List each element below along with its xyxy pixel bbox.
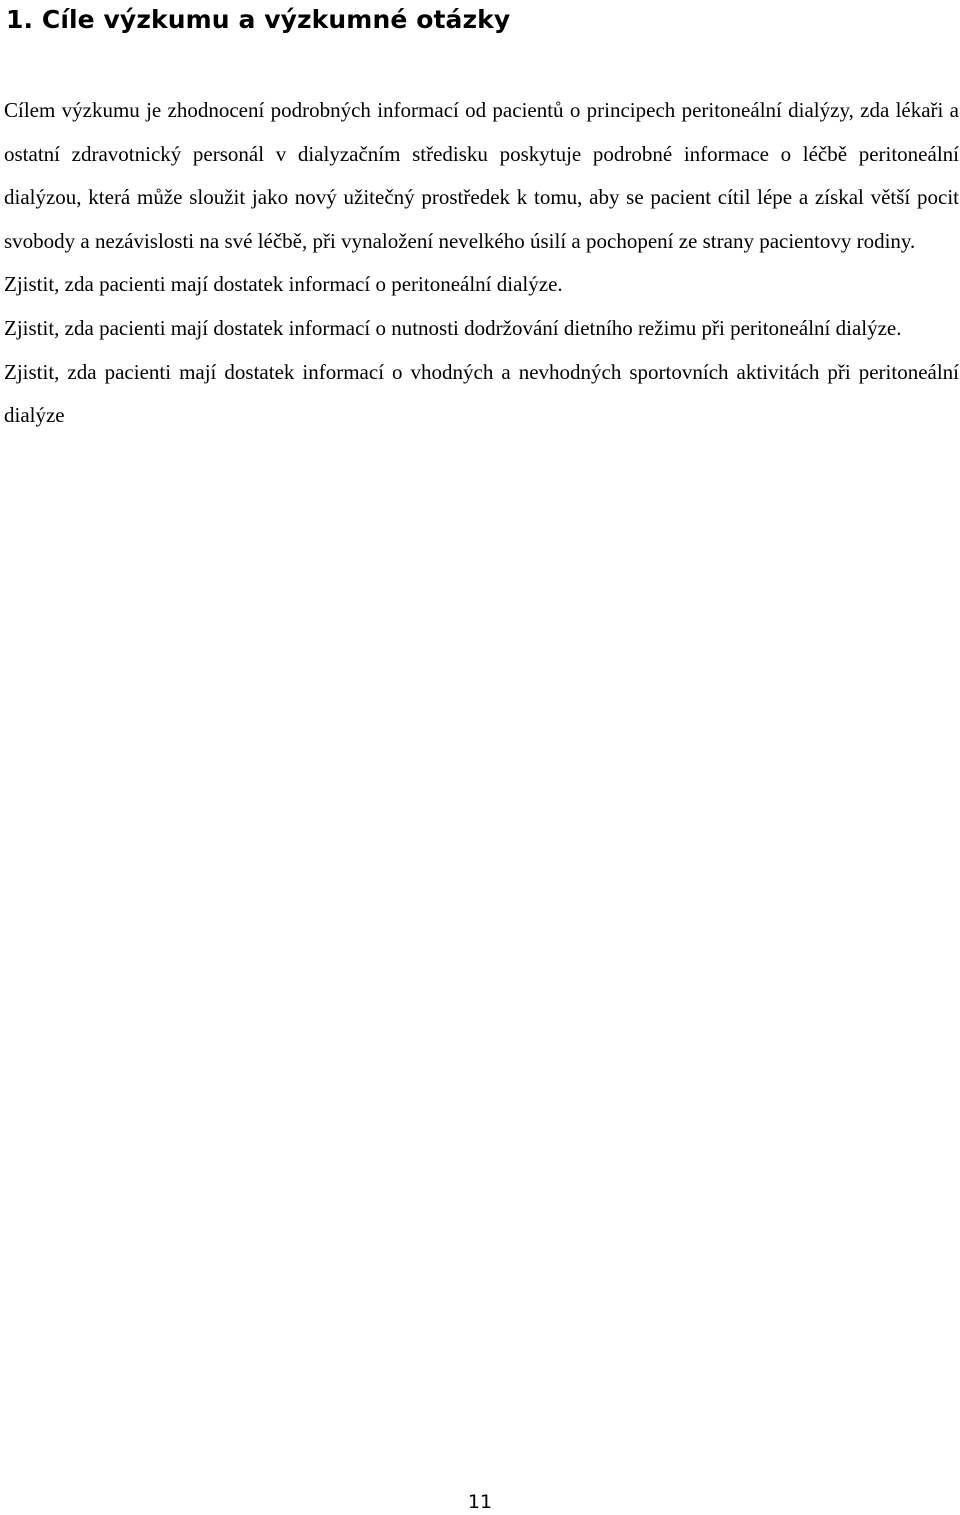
paragraph-research-goal: Cílem výzkumu je zhodnocení podrobných informací od pacientů o principech peritoneální dialýzy, zda lékaři a ostatní zdravotnický personál v dialyzačním středisku poskytuje podrobné informace o léčbě peritoneální dialýzou, která může sloužit jako nový užitečný prostředek k tomu, aby se pacient cítil lépe a získal větší pocit svobody a nezávislosti na své léčbě, při vynaložení nevelkého úsilí a pochopení ze strany pacientovy rodiny. (4, 98, 959, 253)
page-number: 11 (467, 1491, 493, 1513)
body-text (4, 89, 959, 438)
paragraph-question-2: Zjistit, zda pacienti mají dostatek informací o nutnosti dodržování dietního režimu při peritoneální dialýze. (4, 315, 902, 340)
paragraph-question-1: Zjistit, zda pacienti mají dostatek informací o peritoneální dialýze. (4, 272, 563, 297)
paragraph-question-3: Zjistit, zda pacienti mají dostatek informací o vhodných a nevhodných sportovních aktivitách při peritoneální dialýze (4, 359, 959, 428)
section-heading: 1. Cíle výzkumu a výzkumné otázky (6, 5, 511, 34)
